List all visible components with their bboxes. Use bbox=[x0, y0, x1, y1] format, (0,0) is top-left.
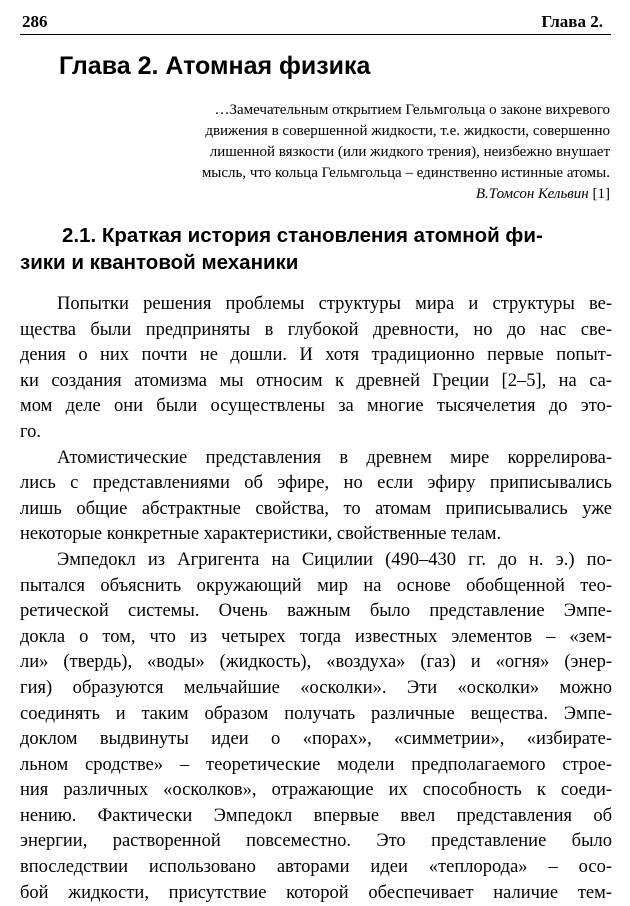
body-line: ретической системы. Очень важным было представление Эмпе- bbox=[20, 601, 612, 622]
body-text bbox=[20, 292, 612, 906]
body-line: го. bbox=[20, 421, 42, 442]
body-line: ния различных «осколков», отражающие их способность к соеди- bbox=[20, 780, 612, 801]
body-line: лись с представлениями об эфире, но если эфиру приписывались bbox=[20, 473, 612, 494]
body-line: льном сродстве» – теоретические модели предполагаемого строе- bbox=[20, 754, 612, 775]
epigraph-attribution bbox=[140, 184, 610, 205]
section-title-line: 2.1. Краткая история становления атомной фи- bbox=[62, 224, 543, 247]
epigraph-line: …Замечательным открытием Гельмгольца о законе вихревого bbox=[214, 102, 610, 118]
body-line: докла о том, что из четырех тогда известных элементов – «зем- bbox=[20, 626, 612, 647]
epigraph-reference: [1] bbox=[588, 186, 610, 202]
running-header bbox=[20, 8, 611, 35]
page-number: 286 bbox=[22, 12, 48, 31]
body-line: некоторые конкретные характеристики, свойственные телам. bbox=[20, 524, 502, 545]
body-line: дения о них почти не дошли. И хотя традиционно первые попыт- bbox=[20, 345, 612, 366]
body-line: Эмпедокл из Агригента на Сицилии (490–430 гг. до н. э.) по- bbox=[57, 549, 612, 570]
body-line: соединять и таким образом получать различные вещества. Эмпе- bbox=[20, 703, 612, 724]
chapter-title: Глава 2. Атомная физика bbox=[59, 52, 371, 80]
epigraph-author: В.Томсон Кельвин bbox=[475, 186, 589, 202]
section-title bbox=[20, 222, 610, 276]
body-line: гия) образуются мельчайшие «осколки». Эти «осколки» можно bbox=[20, 677, 612, 698]
body-line: щества были предприняты в глубокой древности, но до нас све- bbox=[20, 319, 612, 340]
body-line: бой жидкости, присутствие которой обеспечивает наличие тем- bbox=[20, 882, 612, 903]
body-line: нению. Фактически Эмпедокл впервые ввел представления об bbox=[20, 805, 612, 826]
section-title-line: зики и квантовой механики bbox=[20, 251, 299, 274]
body-line: мом деле они были осуществлены за многие тысячелетия до это- bbox=[20, 396, 612, 417]
epigraph-line: движения в совершенной жидкости, т.е. жидкости, совершенно bbox=[205, 123, 610, 139]
epigraph bbox=[140, 100, 610, 205]
body-line: пытался объяснить окружающий мир на основе обобщенной тео- bbox=[20, 575, 612, 596]
body-line: Атомистические представления в древнем мире коррелирова- bbox=[57, 447, 612, 468]
running-chapter-title: Глава 2. bbox=[541, 12, 603, 31]
body-line: Попытки решения проблемы структуры мира и структуры ве- bbox=[57, 294, 612, 314]
body-line: ли» (твердь), «воды» (жидкость), «воздуха» (газ) и «огня» (энер- bbox=[20, 652, 612, 673]
epigraph-line: мысль, что кольца Гельмгольца – единственно истинные атомы. bbox=[201, 165, 610, 181]
body-line: ки создания атомизма мы относим к древней Греции [2–5], на са- bbox=[20, 370, 612, 391]
body-line: энергии, растворенной повсеместно. Это представление было bbox=[20, 831, 612, 852]
body-line: доклом выдвинуты идеи о «порах», «симметрии», «избирате- bbox=[20, 729, 612, 750]
body-line: лишь общие абстрактные свойства, то атомам приписывались уже bbox=[20, 498, 612, 519]
body-line: впоследствии использовано авторами идеи «теплорода» – осо- bbox=[20, 857, 612, 878]
epigraph-line: лишенной вязкости (или жидкого трения), неизбежно внушает bbox=[209, 144, 610, 160]
